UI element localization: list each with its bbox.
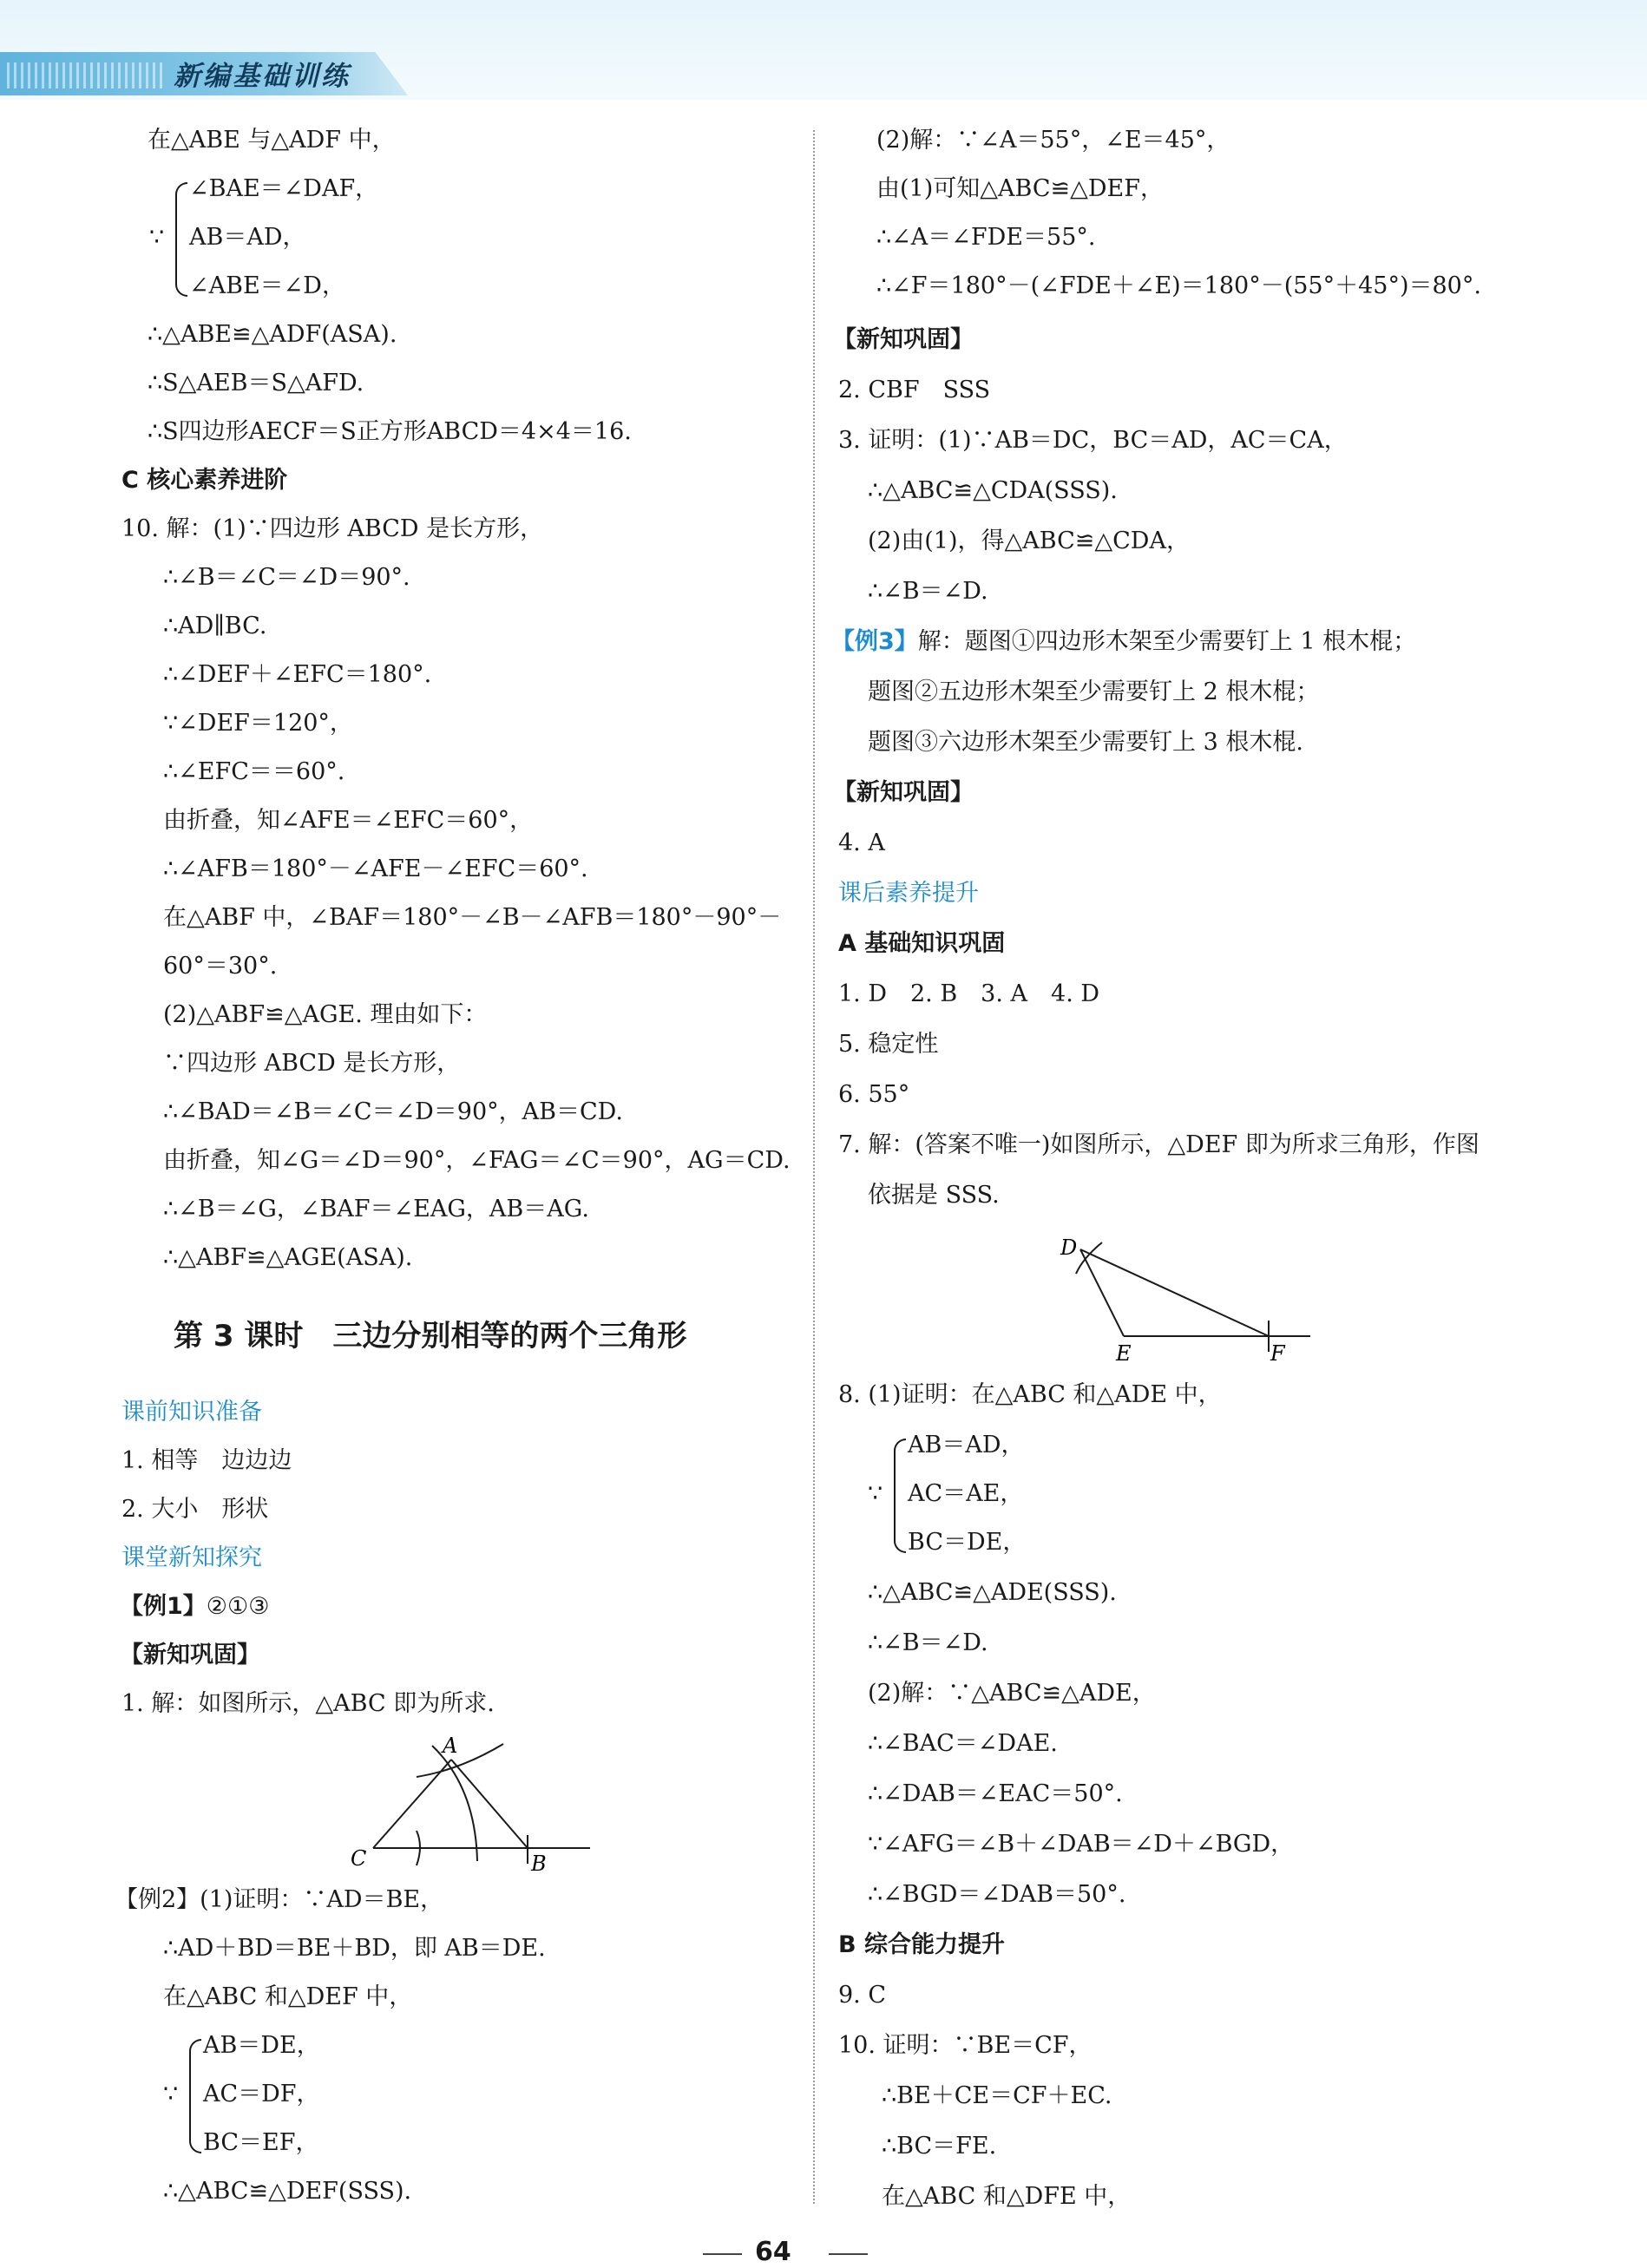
question-8: 8. (1)证明：在△ABC 和△ADE 中， [838, 1381, 1222, 1408]
because-sign: ∵ [149, 224, 165, 251]
because-sign: ∵ [163, 2081, 179, 2107]
text-line: ∵∠DEF＝120°， [163, 710, 353, 737]
text-line: ∴△ABC≌△ADE(SSS). [868, 1579, 1117, 1606]
condition: BC＝EF， [203, 2129, 319, 2156]
label-f: F [1270, 1341, 1285, 1362]
question-9: 9. C [838, 1982, 887, 2009]
text-line: ∴△ABE≌△ADF(ASA). [148, 321, 397, 348]
text-line: 解：题图①四边形木架至少需要钉上 1 根木棍； [917, 628, 1417, 655]
condition: AC＝AE， [908, 1480, 1024, 1507]
section-heading: 课堂新知探究 [121, 1544, 262, 1571]
text-line: 2. 大小 形状 [121, 1496, 269, 1523]
text-line: ∴BC＝FE. [882, 2133, 997, 2160]
multiple-choice-answers: 1. D 2. B 3. A 4. D [838, 980, 1100, 1007]
question-10: 10. 证明：∵BE＝CF， [838, 2032, 1093, 2059]
example-1 [120, 1590, 269, 1624]
text-line: ∴∠B＝∠D. [868, 578, 988, 605]
text-line: ∴∠DEF＋∠EFC＝180°. [163, 661, 432, 688]
text-line: ∴∠BAC＝∠DAE. [868, 1730, 1058, 1757]
text-line: ∴∠AFB＝180°－∠AFE－∠EFC＝60°. [163, 855, 588, 882]
text-line: (2)由(1)，得△ABC≌△CDA， [868, 528, 1190, 554]
text-line: (2)△ABF≌△AGE. 理由如下： [163, 1001, 488, 1028]
text-line: ∴∠F＝180°－(∠FDE＋∠E)＝180°－(55°＋45°)＝80°. [876, 272, 1481, 299]
label-b: B [531, 1852, 547, 1876]
text-line: 在△ABF 中，∠BAF＝180°－∠B－∠AFB＝180°－90°－ [163, 904, 782, 931]
condition: BC＝DE， [908, 1529, 1027, 1556]
answer: ②①③ [206, 1593, 270, 1620]
column-divider [813, 130, 815, 2204]
text-line: ∴BE＋CE＝CF＋EC. [882, 2082, 1112, 2109]
example-tag: 【例1】 [120, 1593, 207, 1620]
text-line: 依据是 SSS. [868, 1182, 1000, 1209]
question-4: 4. A [838, 829, 885, 856]
question-5: 5. 稳定性 [838, 1031, 939, 1058]
figure-triangle-def [1050, 1223, 1319, 1362]
text-line: ∴∠B＝∠D. [868, 1629, 988, 1656]
text-line: 1. 相等 边边边 [121, 1447, 292, 1474]
text-line: 在△ABC 和△DFE 中， [882, 2183, 1132, 2210]
consolidation-tag: 【新知巩固】 [833, 326, 974, 353]
section-heading: B 综合能力提升 [838, 1931, 1005, 1958]
footer-dash [829, 2253, 868, 2255]
text-line: ∴∠B＝∠G，∠BAF＝∠EAG，AB＝AG. [163, 1196, 589, 1222]
text-line: ∴∠BGD＝∠DAB＝50°. [868, 1881, 1126, 1908]
example-3 [831, 625, 1416, 659]
consolidation-tag: 【新知巩固】 [833, 779, 974, 806]
label-a: A [443, 1734, 458, 1758]
question-6: 6. 55° [838, 1081, 910, 1108]
brace [894, 1439, 906, 1553]
question-7: 7. 解：(答案不唯一)如图所示，△DEF 即为所求三角形，作图 [838, 1131, 1480, 1158]
text-line: (2)解：∵△ABC≌△ADE， [868, 1680, 1156, 1707]
text-line: ∵四边形 ABCD 是长方形， [163, 1050, 461, 1077]
because-sign: ∵ [868, 1480, 883, 1507]
text-line: ∴△ABC≌△CDA(SSS). [868, 477, 1118, 504]
text-line: 由折叠，知∠AFE＝∠EFC＝60°， [163, 807, 534, 834]
text-line: ∴∠B＝∠C＝∠D＝90°. [163, 564, 410, 591]
text-line: ∴AD∥BC. [163, 613, 267, 639]
header-stripes [7, 62, 163, 88]
condition: AB＝DE， [203, 2032, 320, 2059]
example-tag: 【例3】 [831, 628, 918, 655]
question-3: 3. 证明：(1)∵AB＝DC，BC＝AD，AC＝CA， [838, 427, 1348, 454]
text-line: ∴S△AEB＝S△AFD. [148, 370, 364, 397]
text-line: ∴∠DAB＝∠EAC＝50°. [868, 1780, 1123, 1807]
consolidation-tag: 【新知巩固】 [120, 1642, 260, 1668]
condition: AC＝DF， [203, 2081, 320, 2107]
example-2: 【例2】(1)证明：∵AD＝BE， [115, 1886, 444, 1913]
question-10: 10. 解：(1)∵四边形 ABCD 是长方形， [121, 515, 544, 542]
text-line: ∴AD＋BD＝BE＋BD，即 AB＝DE. [163, 1935, 546, 1962]
text-line: ∴△ABF≌△AGE(ASA). [163, 1244, 413, 1271]
text-line: 在△ABC 和△DEF 中， [163, 1983, 413, 2010]
text-line: ∴∠EFC＝＝60°. [163, 758, 345, 785]
text-line: ∴∠BAD＝∠B＝∠C＝∠D＝90°，AB＝CD. [163, 1098, 623, 1125]
text-line: 由折叠，知∠G＝∠D＝90°，∠FAG＝∠C＝90°，AG＝CD. [163, 1147, 791, 1174]
condition: ∠ABE＝∠D， [189, 272, 345, 299]
page-number: 64 [755, 2237, 791, 2267]
text-line: 由(1)可知△ABC≌△DEF， [876, 175, 1164, 202]
figure-triangle-abc [330, 1727, 607, 1883]
text-line: ∴S四边形AECF＝S正方形ABCD＝4×4＝16. [148, 418, 632, 445]
question-1: 1. 解：如图所示，△ABC 即为所求. [121, 1690, 495, 1717]
text-line: ∵∠AFG＝∠B＋∠DAB＝∠D＋∠BGD， [868, 1831, 1295, 1858]
text-line: 题图②五边形木架至少需要钉上 2 根木棍； [868, 678, 1320, 705]
text-line: (2)解：∵∠A＝55°，∠E＝45°， [876, 127, 1230, 154]
section-heading: A 基础知识巩固 [838, 930, 1006, 957]
footer-dash [703, 2253, 742, 2255]
text-line: 在△ABE 与△ADF 中， [148, 127, 396, 154]
condition: AB＝AD， [908, 1432, 1025, 1458]
condition: ∠BAE＝∠DAF， [189, 175, 379, 202]
label-e: E [1116, 1341, 1132, 1362]
text-line: 题图③六边形木架至少需要钉上 3 根木棍. [868, 729, 1303, 756]
question-2: 2. CBF SSS [838, 377, 991, 403]
section-heading: C 核心素养进阶 [121, 467, 288, 494]
section-heading: 课前知识准备 [121, 1399, 262, 1426]
book-title: 新编基础训练 [174, 61, 351, 92]
text-line: 60°＝30°. [163, 953, 278, 980]
condition: AB＝AD， [189, 224, 306, 251]
label-c: C [351, 1846, 367, 1871]
lesson-title: 第 3 课时 三边分别相等的两个三角形 [174, 1319, 687, 1354]
label-d: D [1060, 1236, 1078, 1260]
brace [189, 2039, 201, 2153]
text-line: ∴∠A＝∠FDE＝55°. [876, 224, 1096, 251]
text-line: ∴△ABC≌△DEF(SSS). [163, 2178, 412, 2205]
brace [175, 182, 187, 297]
section-heading: 课后素养提升 [838, 880, 979, 907]
